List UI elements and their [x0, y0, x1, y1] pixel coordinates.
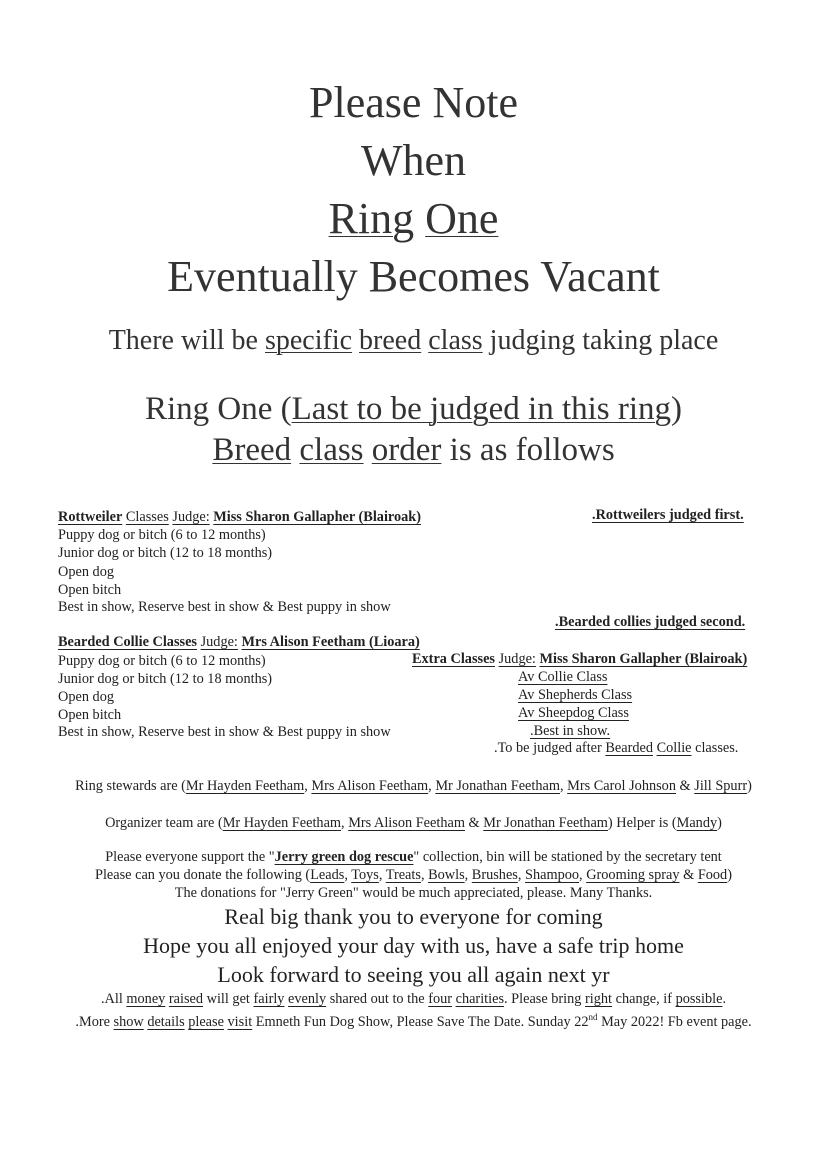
amp: &: [679, 867, 698, 883]
extra-judge-name: Miss Sharon Gallapher (Blairoak): [539, 651, 748, 667]
extra-class-1-text: Av Collie Class: [518, 669, 608, 685]
extra-after-post: classes.: [695, 740, 739, 756]
sep: ,: [560, 778, 568, 794]
extra-class-3: [518, 704, 629, 722]
f1h: change, if: [612, 991, 676, 1007]
sep: ,: [579, 867, 587, 883]
f1u2: raised: [168, 991, 204, 1007]
bearded-class-2: Junior dog or bitch (12 to 18 months): [58, 671, 273, 687]
title-ring-word: Ring: [328, 194, 415, 243]
bearded-judge-name: Mrs Alison Feetham (Lioara): [241, 634, 420, 650]
organizer-line: [0, 814, 827, 832]
judge-word: Judge:: [172, 509, 210, 525]
f1u6: charities: [455, 991, 505, 1007]
rottweiler-class-1: Puppy dog or bitch (6 to 12 months): [58, 527, 266, 543]
ring-heading-order: order: [371, 432, 442, 468]
bearded-class-5: Best in show, Reserve best in show & Best puppy in show: [58, 724, 391, 740]
bearded-class-4: Open bitch: [58, 707, 122, 723]
f1u8: possible: [675, 991, 723, 1007]
organizer-2: Mrs Alison Feetham: [348, 815, 465, 831]
extra-class-1: [518, 668, 608, 686]
bearded-note: [555, 613, 745, 631]
f2u4: visit: [227, 1013, 253, 1030]
extra-after-collie: Collie: [656, 740, 692, 756]
f2f: May 2022! Fb event page.: [597, 1013, 752, 1030]
footer-line-2: [0, 1008, 827, 1031]
steward-2: Mrs Alison Feetham: [311, 778, 429, 794]
donations-thanks: The donations for "Jerry Green" would be much appreciated, please. Many Thanks.: [174, 885, 653, 901]
rottweiler-word: Rottweiler: [58, 509, 123, 525]
organizers-post: ): [717, 815, 722, 831]
extra-best-text: .Best in show.: [530, 723, 611, 739]
jerry-green-rescue: Jerry green dog rescue: [274, 849, 414, 865]
ring-heading-class: class: [299, 432, 364, 468]
ring-heading-pre: Ring One (: [144, 391, 292, 427]
steward-3: Mr Jonathan Feetham: [435, 778, 560, 794]
donate-item-1: Leads: [310, 867, 345, 883]
title-line-3: [0, 194, 827, 244]
donate-item-6: Shampoo: [525, 867, 580, 883]
steward-5: Jill Spurr: [694, 778, 748, 794]
subheading: [0, 324, 827, 358]
thanks-line-2: Hope you all enjoyed your day with us, have a safe trip home: [143, 933, 684, 958]
rottweiler-note-text: .Rottweilers judged first.: [592, 507, 744, 523]
donate-pre: Please can you donate the following (: [95, 867, 311, 883]
f1u4: evenly: [288, 991, 327, 1007]
f1c: will get: [203, 991, 254, 1007]
ring-heading-line-1: [0, 390, 827, 428]
f2u2: details: [147, 1013, 185, 1030]
steward-1: Mr Hayden Feetham: [185, 778, 305, 794]
ring-heading-follows: is as follows: [449, 432, 615, 468]
amp: &: [675, 778, 695, 794]
f1g: . Please bring: [504, 991, 586, 1007]
f1u5: four: [428, 991, 453, 1007]
bearded-class-1: Puppy dog or bitch (6 to 12 months): [58, 653, 266, 669]
extra-classes-title: Extra Classes: [412, 651, 495, 667]
f1u1: money: [126, 991, 166, 1007]
title-line-4: Eventually Becomes Vacant: [167, 252, 660, 301]
sep: ,: [304, 778, 312, 794]
f1u3: fairly: [253, 991, 285, 1007]
title-line-1: Please Note: [309, 78, 518, 127]
footer-line-1: [0, 990, 827, 1008]
extra-best-in-show: [530, 722, 610, 740]
f1u7: right: [585, 991, 613, 1007]
extra-class-2: [518, 686, 632, 704]
steward-4: Mrs Carol Johnson: [567, 778, 676, 794]
f2u3: please: [188, 1013, 224, 1030]
ring-heading-underlined: Last to be judged in this ring: [291, 391, 672, 427]
donate-post: ): [727, 867, 732, 883]
sep: ,: [428, 778, 436, 794]
organizer-3: Mr Jonathan Feetham: [483, 815, 608, 831]
thanks-line-3: Look forward to seeing you all again next yr: [217, 962, 610, 987]
classes-word: Classes: [125, 509, 169, 525]
donate-item-2: Toys: [351, 867, 379, 883]
support-post: " collection, bin will be stationed by the secretary tent: [413, 849, 722, 865]
sep: ,: [517, 867, 526, 883]
title-one-word: One: [425, 194, 499, 243]
support-pre: Please everyone support the ": [105, 849, 275, 865]
extra-class-3-text: Av Sheepdog Class: [518, 705, 629, 721]
donate-item-8: Food: [697, 867, 728, 883]
extra-judge-word: Judge:: [498, 651, 536, 667]
organizers-pre: Organizer team are (: [105, 815, 223, 831]
rottweiler-judge-name: Miss Sharon Gallapher (Blairoak): [213, 509, 422, 525]
ring-heading-post: ): [671, 391, 683, 427]
subheading-breed: breed: [359, 325, 422, 356]
f1e: shared out to the: [326, 991, 429, 1007]
donate-item-4: Bowls: [428, 867, 465, 883]
donate-item-5: Brushes: [471, 867, 518, 883]
subheading-pre: There will be: [108, 325, 258, 356]
subheading-post: judging taking place: [489, 325, 719, 356]
organizer-1: Mr Hayden Feetham: [222, 815, 342, 831]
stewards-pre: Ring stewards are (: [75, 778, 186, 794]
subheading-specific: specific: [264, 325, 353, 356]
sep: ,: [344, 867, 352, 883]
extra-after-bearded: Bearded: [605, 740, 653, 756]
stewards-post: ): [747, 778, 752, 794]
sep: ,: [464, 867, 472, 883]
donate-item-7: Grooming spray: [586, 867, 680, 883]
bearded-note-text: .Bearded collies judged second.: [555, 614, 746, 630]
title-line-2: When: [360, 136, 467, 185]
sep: ,: [420, 867, 429, 883]
thanks-line-1: Real big thank you to everyone for coming: [224, 904, 603, 929]
extra-after-pre: .To be judged after: [494, 740, 602, 756]
donate-item-3: Treats: [385, 867, 421, 883]
f2u1: show: [113, 1013, 144, 1030]
bearded-heading: [58, 633, 420, 651]
sep: ,: [378, 867, 386, 883]
organizers-mid: ) Helper is (: [607, 815, 677, 831]
f2a: .More: [75, 1013, 114, 1030]
f1a: .All: [100, 991, 127, 1007]
rottweiler-heading: [58, 508, 421, 526]
bearded-classes-title: Bearded Collie Classes: [58, 634, 197, 650]
helper-name: Mandy: [676, 815, 718, 831]
date-suffix: nd: [588, 1012, 598, 1022]
ring-heading-breed: Breed: [212, 432, 292, 468]
amp: &: [464, 815, 484, 831]
bearded-judge-word: Judge:: [200, 634, 238, 650]
rottweiler-class-2: Junior dog or bitch (12 to 18 months): [58, 545, 273, 561]
subheading-class: class: [428, 325, 483, 356]
rottweiler-class-4: Open bitch: [58, 582, 122, 598]
rottweiler-class-3: Open dog: [58, 564, 114, 580]
ring-stewards-line: [0, 777, 827, 795]
f2e: Emneth Fun Dog Show, Please Save The Date. Sunday 22: [252, 1013, 589, 1030]
ring-heading-line-2: [0, 431, 827, 469]
extra-heading: [412, 650, 747, 668]
rottweiler-class-5: Best in show, Reserve best in show & Best puppy in show: [58, 599, 391, 615]
support-line-1: [0, 848, 827, 866]
sep: ,: [341, 815, 349, 831]
extra-class-2-text: Av Shepherds Class: [518, 687, 633, 703]
f1i: .: [722, 991, 727, 1007]
bearded-class-3: Open dog: [58, 689, 114, 705]
rottweiler-note: [592, 506, 744, 524]
donate-line: [0, 866, 827, 884]
extra-judged-after: [494, 739, 738, 757]
